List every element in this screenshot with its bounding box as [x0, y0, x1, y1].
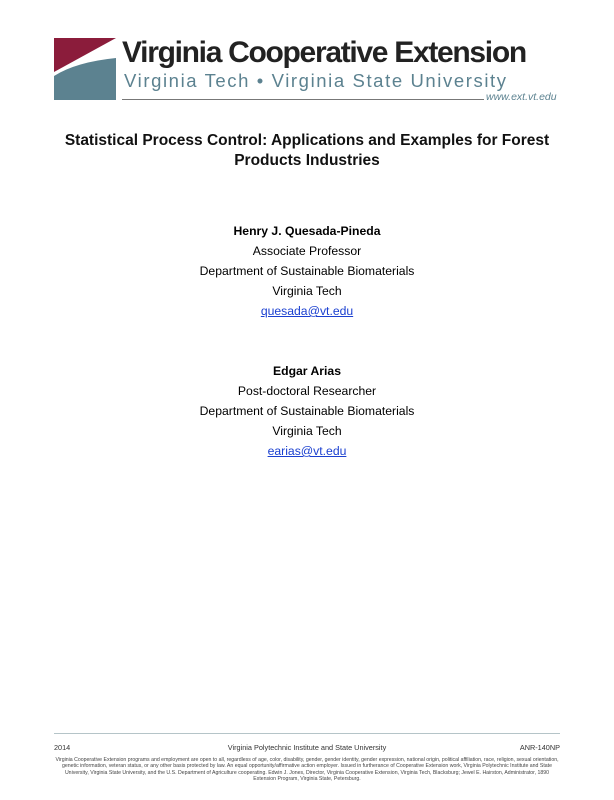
- footer-notice: Virginia Cooperative Extension programs and employment are open to all, regardless of age, color, disability, gender, gender identity, gender expression, national origin, political affiliation, race, religion, sexual orientation, genetic information, veteran status, or any other basis protected by law. An equal opportunity/affirmative action employer. Issued in furtherance of Cooperative Extension work, Virginia Polytechnic Institute and State University, Virginia State University, and the U.S. Department of Agriculture cooperating. Edwin J. Jones, Director, Virginia Cooperative Extension, Virginia Tech, Blacksburg; Jewel E. Hairston, Administrator, 1890 Extension Program, Virginia State, Petersburg.: [55, 757, 559, 783]
- website-url[interactable]: www.ext.vt.edu: [486, 91, 557, 103]
- author-block-1: [0, 221, 614, 321]
- header: [0, 0, 614, 110]
- footer-row: [54, 743, 560, 755]
- org-name: Virginia Cooperative Extension: [122, 36, 526, 69]
- author-block-2: [0, 361, 614, 461]
- author-role: Post-doctoral Researcher: [237, 384, 377, 398]
- vce-logo-icon: [54, 38, 116, 100]
- author-department: Department of Sustainable Biomaterials: [199, 404, 415, 418]
- author-email-link[interactable]: earias@vt.edu: [267, 444, 347, 458]
- footer-institution: Virginia Polytechnic Institute and State University: [227, 743, 387, 752]
- author-email-link[interactable]: quesada@vt.edu: [260, 304, 354, 318]
- author-institution: Virginia Tech: [272, 284, 342, 298]
- footer-year: 2014: [54, 743, 71, 752]
- author-institution: Virginia Tech: [272, 424, 342, 438]
- header-rule: [122, 99, 484, 100]
- author-name: Henry J. Quesada-Pineda: [233, 224, 381, 238]
- org-subtitle: Virginia Tech • Virginia State University: [124, 70, 508, 91]
- document-title: Statistical Process Control: Applications and Examples for Forest Products Industries: [64, 132, 550, 169]
- footer-rule: [54, 733, 560, 734]
- author-department: Department of Sustainable Biomaterials: [199, 264, 415, 278]
- author-name: Edgar Arias: [273, 364, 341, 378]
- footer-publication-code: ANR-140NP: [519, 743, 560, 752]
- author-role: Associate Professor: [252, 244, 362, 258]
